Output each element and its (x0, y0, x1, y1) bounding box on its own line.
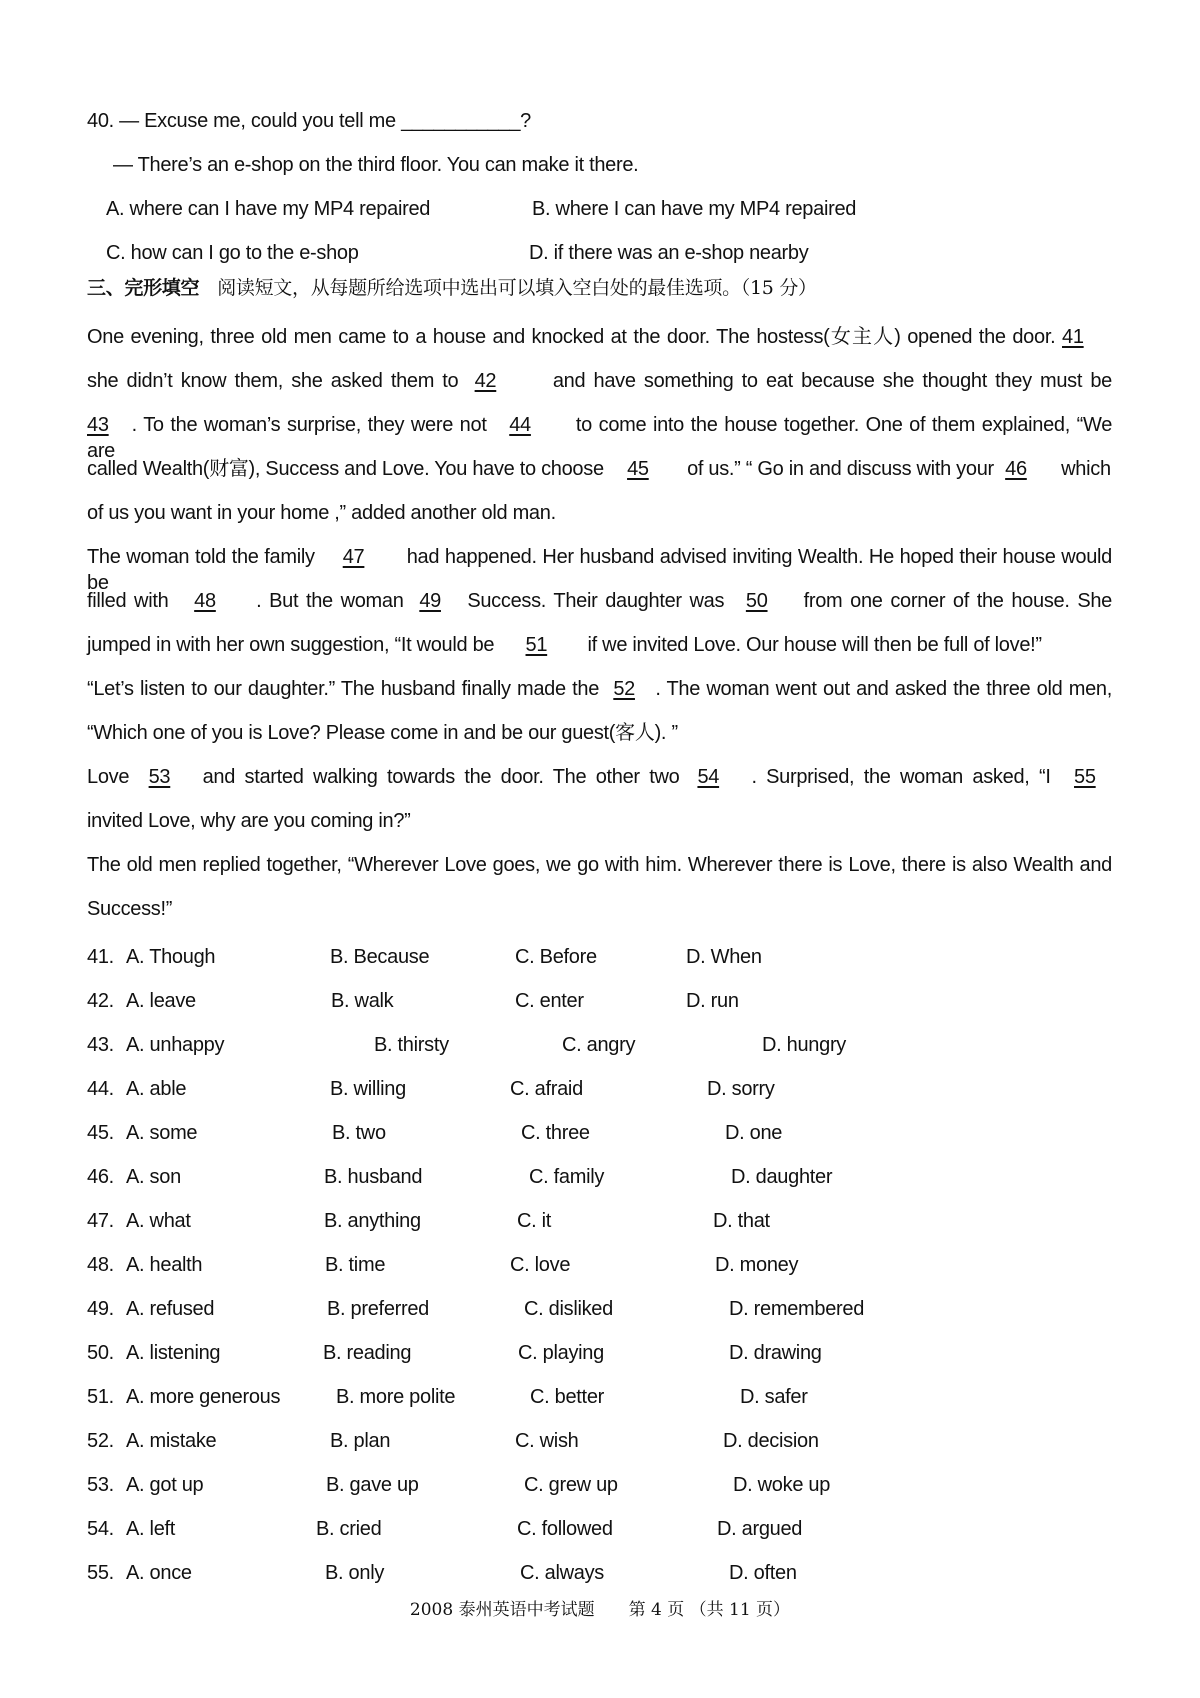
choice-option-d: D. hungry (762, 1034, 847, 1056)
choice-option-d: D. sorry (707, 1078, 775, 1100)
choice-option-b: B. reading (323, 1342, 412, 1364)
blank-47: 47 (342, 546, 365, 568)
choice-option-a: A. refused (126, 1298, 215, 1320)
passage-text: called Wealth(财富), Success and Love. You have to choose (87, 458, 604, 480)
blank-49: 49 (419, 590, 441, 612)
passage-text: Success. Their daughter was (467, 590, 725, 612)
blank-53: 53 (148, 766, 171, 788)
q40-option-b: B. where I can have my MP4 repaired (532, 198, 857, 220)
choice-option-a: A. health (126, 1254, 203, 1276)
choice-option-c: C. it (517, 1210, 552, 1232)
passage-line-5: of us you want in your home ,” added another old man. (87, 502, 556, 524)
choice-number: 43. (87, 1034, 114, 1056)
passage-text: Love (87, 766, 130, 788)
choice-option-d: D. remembered (729, 1298, 865, 1320)
blank-50: 50 (745, 590, 768, 612)
passage-line-9 (87, 676, 1112, 702)
passage-text: of us.” “ Go in and discuss with your (687, 458, 994, 480)
question-40-response: — There’s an e-shop on the third floor. You can make it there. (113, 154, 639, 176)
passage-line-8 (87, 632, 1112, 658)
choice-option-a: A. son (126, 1166, 181, 1188)
passage-text: “Let’s listen to our daughter.” The husband finally made the (87, 678, 600, 700)
choice-option-c: C. angry (562, 1034, 636, 1056)
passage-text: had happened. Her husband advised inviting Wealth. He hoped their house would be (87, 546, 1112, 594)
passage-text: . But the woman (256, 590, 404, 612)
blank-51: 51 (525, 634, 548, 656)
passage-text: . The woman went out and asked the three old men, (655, 678, 1112, 700)
choice-option-a: A. more generous (126, 1386, 281, 1408)
choice-option-c: C. better (530, 1386, 604, 1408)
choice-option-a: A. leave (126, 990, 196, 1012)
choice-number: 46. (87, 1166, 114, 1188)
q40-option-d: D. if there was an e-shop nearby (529, 242, 809, 264)
choice-option-c: C. followed (517, 1518, 613, 1540)
choice-option-a: A. able (126, 1078, 187, 1100)
choice-option-c: C. always (520, 1562, 604, 1584)
passage-line-12: invited Love, why are you coming in?” (87, 810, 411, 832)
choice-number: 44. (87, 1078, 114, 1100)
choice-option-a: A. listening (126, 1342, 221, 1364)
choice-option-c: C. disliked (524, 1298, 613, 1320)
choice-option-d: D. drawing (729, 1342, 822, 1364)
passage-text: if we invited Love. Our house will then be full of love!” (587, 634, 1042, 656)
choice-option-c: C. grew up (524, 1474, 618, 1496)
passage-text: The woman told the family (87, 546, 315, 568)
choice-option-c: C. wish (515, 1430, 579, 1452)
choice-number: 52. (87, 1430, 114, 1452)
choice-option-b: B. walk (331, 990, 394, 1012)
choice-number: 55. (87, 1562, 114, 1584)
choice-number: 49. (87, 1298, 114, 1320)
choice-number: 54. (87, 1518, 114, 1540)
choice-option-d: D. that (713, 1210, 770, 1232)
blank-55: 55 (1074, 766, 1096, 788)
choice-option-a: A. got up (126, 1474, 204, 1496)
choice-option-a: A. once (126, 1562, 192, 1584)
choice-option-c: C. enter (515, 990, 584, 1012)
choice-option-a: A. some (126, 1122, 198, 1144)
blank-41: 41 (1062, 326, 1084, 348)
choice-option-c: C. family (529, 1166, 605, 1188)
choice-option-b: B. plan (330, 1430, 391, 1452)
section-instruction: 阅读短文，从每题所给选项中选出可以填入空白处的最佳选项。（15 分） (217, 277, 817, 299)
q40-option-a: A. where can I have my MP4 repaired (106, 198, 431, 220)
passage-text: filled with (87, 590, 169, 612)
passage-text: and have something to eat because she thought they must be (552, 370, 1112, 392)
blank-46: 46 (1005, 458, 1027, 480)
blank-45: 45 (627, 458, 649, 480)
choice-option-b: B. anything (324, 1210, 421, 1232)
choice-option-d: D. safer (740, 1386, 808, 1408)
choice-option-c: C. playing (518, 1342, 604, 1364)
passage-line-11 (87, 764, 1112, 790)
choice-option-b: B. Because (330, 946, 430, 968)
passage-text: to come into the house together. One of them explained, “We are (87, 414, 1113, 462)
blank-48: 48 (194, 590, 216, 612)
passage-text: which (1061, 458, 1111, 480)
choice-option-a: A. Though (126, 946, 216, 968)
choice-option-b: B. two (332, 1122, 386, 1144)
passage-text: from one corner of the house. She (803, 590, 1112, 612)
choice-option-b: B. willing (330, 1078, 406, 1100)
blank-43: 43 (87, 414, 109, 436)
choice-option-b: B. time (325, 1254, 386, 1276)
choice-number: 51. (87, 1386, 114, 1408)
choice-option-c: C. Before (515, 946, 597, 968)
choice-option-d: D. money (715, 1254, 799, 1276)
passage-line-3 (87, 412, 1113, 462)
choice-option-d: D. one (725, 1122, 783, 1144)
passage-line-4 (87, 456, 1112, 482)
choice-option-b: B. gave up (326, 1474, 419, 1496)
page-footer: 2008 泰州英语中考试题 第 4 页 （共 11 页） (409, 1600, 791, 1620)
passage-line-6 (87, 544, 1112, 594)
choice-option-b: B. preferred (327, 1298, 430, 1320)
passage-line-7 (87, 588, 1112, 614)
passage-text: she didn’t know them, she asked them to (87, 370, 459, 392)
passage-text: One evening, three old men came to a house and knocked at the door. The hostess(女主人) opened the door. (87, 326, 1056, 348)
choice-option-d: D. woke up (733, 1474, 831, 1496)
passage-line-10: “Which one of you is Love? Please come in and be our guest(客人). ” (87, 722, 678, 744)
passage-text: . Surprised, the woman asked, “I (751, 766, 1051, 788)
choice-option-b: B. more polite (336, 1386, 456, 1408)
passage-line-14: Success!” (87, 898, 173, 920)
choice-number: 48. (87, 1254, 114, 1276)
choice-option-d: D. run (686, 990, 739, 1012)
choice-option-d: D. decision (723, 1430, 819, 1452)
blank-44: 44 (509, 414, 531, 436)
choice-option-b: B. husband (324, 1166, 423, 1188)
choice-option-d: D. daughter (731, 1166, 833, 1188)
blank-42: 42 (474, 370, 497, 392)
q40-option-c: C. how can I go to the e-shop (106, 242, 359, 264)
choice-option-c: C. love (510, 1254, 571, 1276)
choice-option-b: B. cried (316, 1518, 382, 1540)
choice-option-d: D. often (729, 1562, 797, 1584)
choice-number: 45. (87, 1122, 114, 1144)
passage-text: and started walking towards the door. The other two (202, 766, 680, 788)
choice-number: 42. (87, 990, 114, 1012)
choice-option-a: A. left (126, 1518, 176, 1540)
passage-line-2 (87, 368, 1112, 394)
passage-text: jumped in with her own suggestion, “It would be (87, 634, 495, 656)
question-40: 40. — Excuse me, could you tell me ___________? (87, 110, 531, 132)
choice-number: 53. (87, 1474, 114, 1496)
choice-option-d: D. argued (717, 1518, 803, 1540)
passage-text: . To the woman’s surprise, they were not (131, 414, 487, 436)
section-title: 三、完形填空 (87, 277, 200, 299)
choice-option-d: D. When (686, 946, 762, 968)
choice-option-b: B. only (325, 1562, 385, 1584)
choice-option-c: C. afraid (510, 1078, 583, 1100)
section-heading (87, 275, 1112, 301)
choice-number: 50. (87, 1342, 114, 1364)
passage-line-13: The old men replied together, “Wherever Love goes, we go with him. Wherever there is Love, there is also Wealth and (87, 854, 1112, 876)
choice-option-a: A. mistake (126, 1430, 217, 1452)
blank-54: 54 (697, 766, 720, 788)
passage-line-1 (87, 324, 1112, 350)
blank-52: 52 (613, 678, 635, 700)
choice-option-c: C. three (521, 1122, 590, 1144)
choice-option-a: A. what (126, 1210, 191, 1232)
choice-number: 41. (87, 946, 114, 968)
choice-option-b: B. thirsty (374, 1034, 449, 1056)
choice-number: 47. (87, 1210, 114, 1232)
choice-option-a: A. unhappy (126, 1034, 225, 1056)
